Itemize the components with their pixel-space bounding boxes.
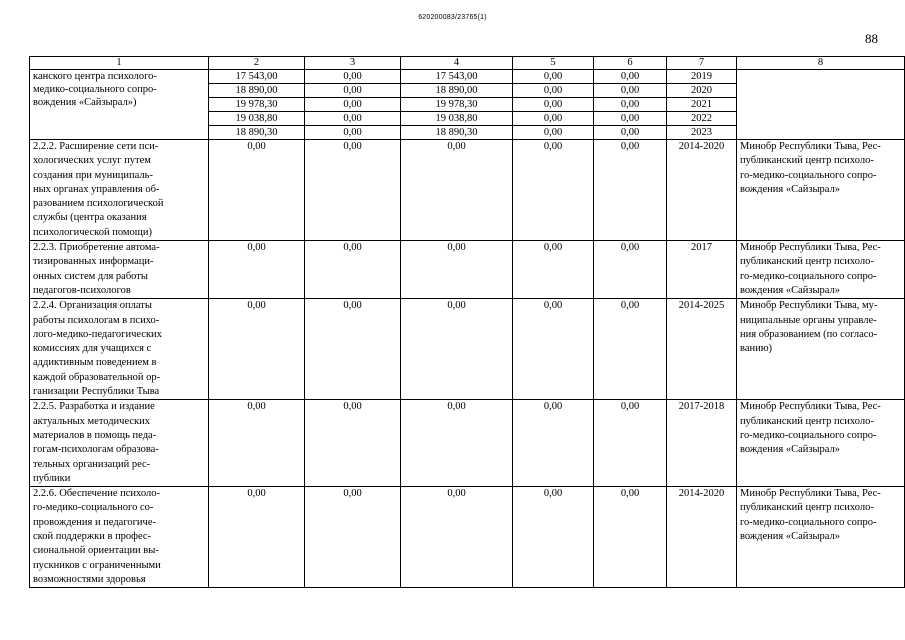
table-cell: 0,00 [513,98,594,112]
table-cell: 0,00 [513,140,594,241]
table-cell: 0,00 [401,299,513,400]
row-description: 2.2.5. Разработка и издание актуальных методических материалов в помощь педа- гогам-психологам образова- тельных организаций рес- публики [30,400,209,487]
table-cell: 0,00 [513,400,594,487]
table-cell: 18 890,30 [209,126,305,140]
year-cell: 2017 [667,241,737,299]
responsible-org: Минобр Республики Тыва, Рес- публиканский центр психоло- го-медико-социального сопро- вождения «Сайзырал» [737,241,905,299]
responsible-org: Минобр Республики Тыва, му- ниципальные органы управле- ния образованием (по согласо- ванию) [737,299,905,400]
table-cell: 0,00 [594,112,667,126]
year-cell: 2017-2018 [667,400,737,487]
column-header: 6 [594,57,667,70]
responsible-org: Минобр Республики Тыва, Рес- публиканский центр психоло- го-медико-социального сопро- вождения «Сайзырал» [737,400,905,487]
table-cell: 0,00 [594,299,667,400]
row-description: 2.2.4. Организация оплаты работы психологам в психо- лого-медико-педагогических комиссиях для учащихся с аддиктивным поведением в каждой образовательной ор- ганизации Республики Тыва [30,299,209,400]
table-cell: 0,00 [401,241,513,299]
row-description: 2.2.6. Обеспечение психоло- го-медико-социального со- провождения и педагогиче- ской поддержки в профес- сиональной ориентации вы- пускников с ограниченными возможностями здоровья [30,487,209,588]
table-cell: 0,00 [209,140,305,241]
table-cell: 0,00 [305,98,401,112]
table-cell: 0,00 [305,487,401,588]
table-cell: 0,00 [305,84,401,98]
table-cell: 0,00 [305,126,401,140]
table-cell: 0,00 [401,487,513,588]
column-header: 5 [513,57,594,70]
table-cell: 0,00 [594,98,667,112]
year-cell: 2020 [667,84,737,98]
table-cell: 18 890,30 [401,126,513,140]
table-cell: 0,00 [513,84,594,98]
table-cell: 18 890,00 [401,84,513,98]
table-cell: 0,00 [305,299,401,400]
table-cell: 0,00 [209,400,305,487]
responsible-org [737,70,905,140]
responsible-org: Минобр Республики Тыва, Рес- публиканский центр психоло- го-медико-социального сопро- вождения «Сайзырал» [737,487,905,588]
table-cell: 0,00 [594,241,667,299]
table-cell: 0,00 [401,140,513,241]
year-cell: 2023 [667,126,737,140]
table-cell: 18 890,00 [209,84,305,98]
table-cell: 0,00 [305,400,401,487]
year-cell: 2021 [667,98,737,112]
table-row [30,70,905,84]
table-cell: 0,00 [209,241,305,299]
year-cell: 2014-2020 [667,140,737,241]
table-cell: 17 543,00 [401,70,513,84]
table-cell: 19 978,30 [209,98,305,112]
column-header: 2 [209,57,305,70]
table-cell: 0,00 [594,70,667,84]
budget-table [29,56,905,588]
table-cell: 0,00 [305,70,401,84]
table-row [30,299,905,400]
table-cell: 0,00 [594,126,667,140]
table-cell: 0,00 [209,299,305,400]
table-cell: 0,00 [594,84,667,98]
table-cell: 0,00 [401,400,513,487]
responsible-org: Минобр Республики Тыва, Рес- публиканский центр психоло- го-медико-социального сопро- вождения «Сайзырал» [737,140,905,241]
table-cell: 19 978,30 [401,98,513,112]
table-cell: 19 038,80 [401,112,513,126]
column-header: 3 [305,57,401,70]
row-description: канского центра психолого- медико-социального сопро- вождения «Сайзырал») [30,70,209,140]
row-description: 2.2.2. Расширение сети пси- хологических услуг путем создания при муниципаль- ных органах управления об- разованием психологической службы (центра оказания психологической помощи) [30,140,209,241]
year-cell: 2014-2025 [667,299,737,400]
table-row [30,241,905,299]
table-cell: 0,00 [594,400,667,487]
document-id: 620200083/23765(1) [418,14,487,21]
table-cell: 0,00 [513,241,594,299]
table-cell: 19 038,80 [209,112,305,126]
table-row [30,487,905,588]
table-cell: 0,00 [513,112,594,126]
table-header-row [30,57,905,70]
column-header: 4 [401,57,513,70]
row-description: 2.2.3. Приобретение автома- тизированных информаци- онных систем для работы педагогов-психологов [30,241,209,299]
table-cell: 0,00 [305,241,401,299]
table-cell: 0,00 [209,487,305,588]
table-cell: 0,00 [513,487,594,588]
table-cell: 0,00 [513,299,594,400]
year-cell: 2014-2020 [667,487,737,588]
table-cell: 0,00 [594,487,667,588]
table-row [30,400,905,487]
table-cell: 0,00 [513,126,594,140]
page-number: 88 [865,31,878,46]
table-cell: 17 543,00 [209,70,305,84]
table-cell: 0,00 [305,140,401,241]
column-header: 7 [667,57,737,70]
table-cell: 0,00 [594,140,667,241]
table-cell: 0,00 [513,70,594,84]
column-header: 1 [30,57,209,70]
year-cell: 2022 [667,112,737,126]
year-cell: 2019 [667,70,737,84]
column-header: 8 [737,57,905,70]
table-cell: 0,00 [305,112,401,126]
table-row [30,140,905,241]
